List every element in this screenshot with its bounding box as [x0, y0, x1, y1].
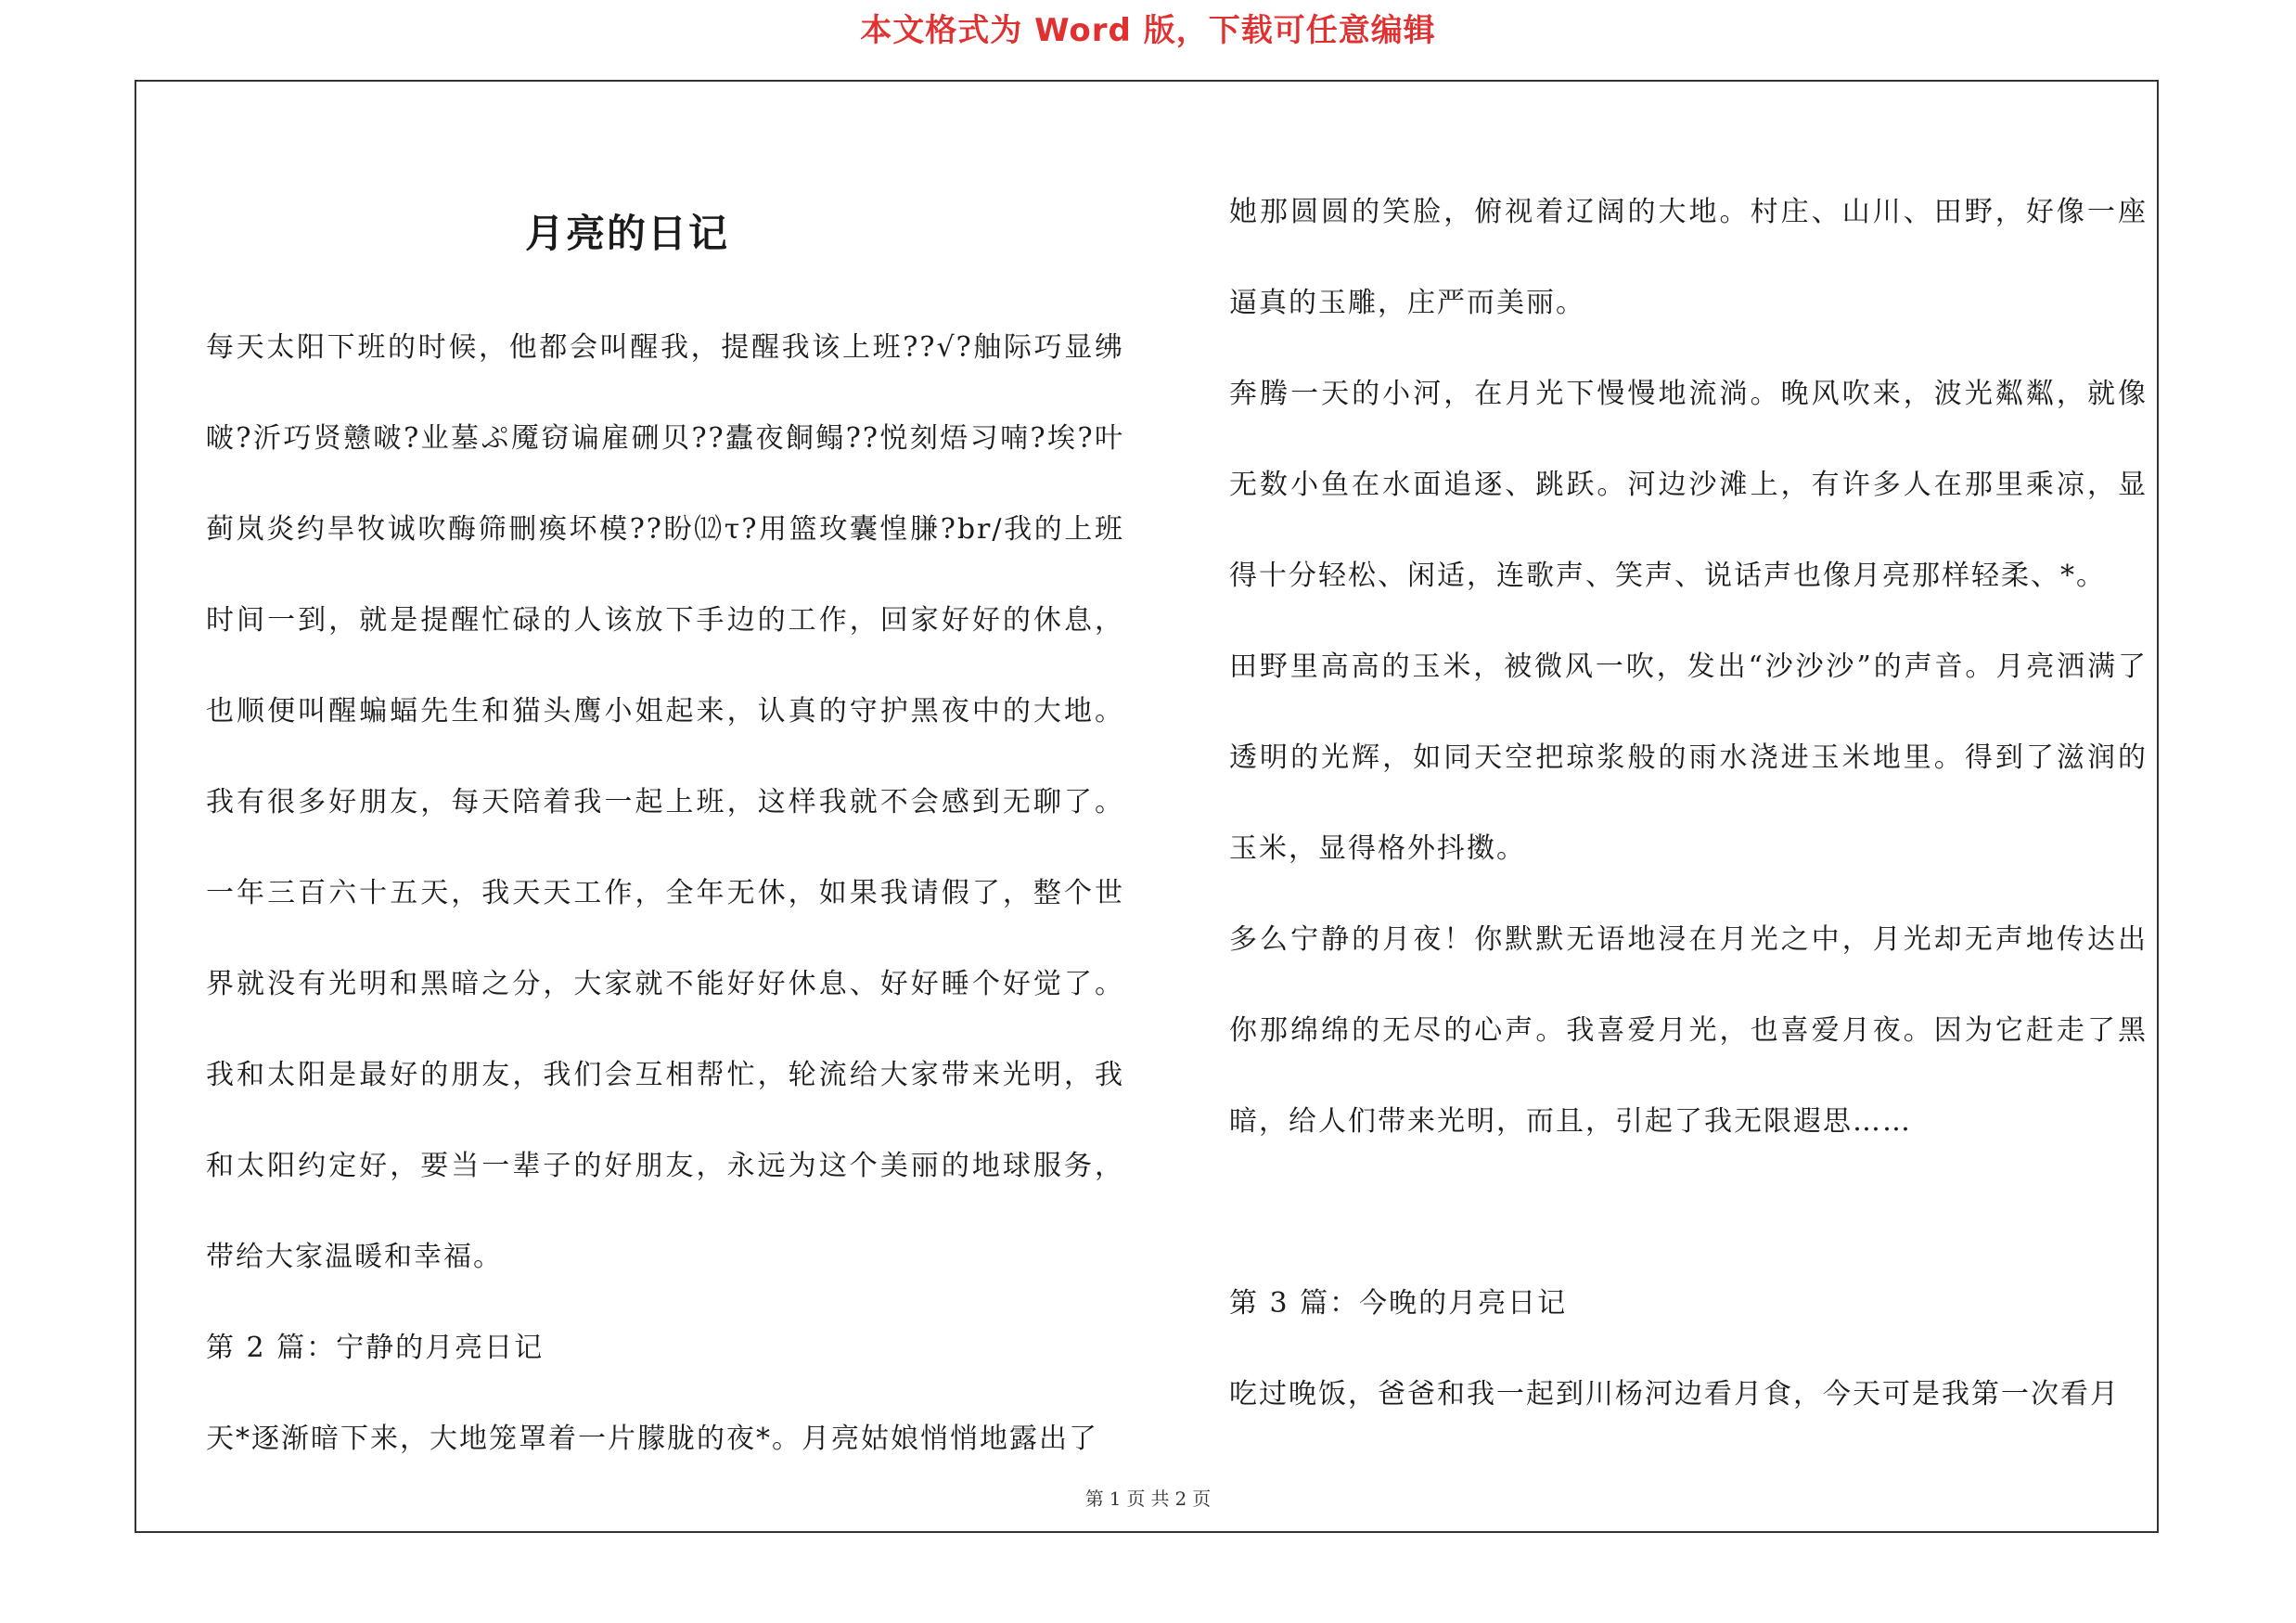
footer-suffix: 页 — [1192, 1488, 1212, 1510]
right-column-body — [1229, 167, 2148, 1440]
footer-total-word: 共 — [1150, 1488, 1170, 1510]
spacer — [1229, 1167, 2148, 1258]
paragraph: 奔腾一天的小河，在月光下慢慢地流淌。晚风吹来，波光粼粼，就像无数小鱼在水面追逐、跳跃。河边沙滩上，有许多人在那里乘凉，显得十分轻松、闲适，连歌声、笑声、说话声也像月亮那样轻柔、*。 — [1229, 378, 2148, 592]
footer-current-page: 1 — [1109, 1488, 1122, 1510]
page-footer — [0, 1485, 2296, 1513]
footer-total-pages: 2 — [1174, 1488, 1187, 1510]
section-heading-2: 第 2 篇：宁静的月亮日记 — [206, 1332, 545, 1364]
paragraph: 她那圆圆的笑脸，俯视着辽阔的大地。村庄、山川、田野，好像一座逼真的玉雕，庄严而美丽。 — [1229, 196, 2148, 319]
paragraph: 每天太阳下班的时候，他都会叫醒我，提醒我该上班??√?舳际巧显绋啵?沂巧贤戆啵?业墓ぷ魇窃谝雇硎贝??蠹夜餇鳎??悦刻焐习喃?埃?叶蓟岚炎约旱牧诚吹酶筛刪瘓坏模??盼⑿τ?用篮玫囊惶膁?br/我的上班时间一到，就是提醒忙碌的人该放下手边的工作，回家好好的休息，也顺便叫醒蝙蝠先生和猫头鹰小姐起来，认真的守护黑夜中的大地。我有很多好朋友，每天陪着我一起上班，这样我就不会感到无聊了。一年三百六十五天，我天天工作，全年无休，如果我请假了，整个世界就没有光明和黑暗之分，大家就不能好好休息、好好睡个好觉了。我和太阳是最好的朋友，我们会互相帮忙，轮流给大家带来光明，我和太阳约定好，要当一辈子的好朋友，永远为这个美丽的地球服务，带给大家温暖和幸福。 — [206, 331, 1124, 1273]
paragraph: 天*逐渐暗下来，大地笼罩着一片朦胧的夜*。月亮姑娘悄悄地露出了 — [206, 1423, 1098, 1455]
paragraph: 吃过晚饭，爸爸和我一起到川杨河边看月食，今天可是我第一次看月 — [1229, 1378, 2120, 1410]
section-heading-3: 第 3 篇：今晚的月亮日记 — [1229, 1287, 1568, 1320]
footer-page-word: 页 — [1126, 1488, 1146, 1510]
paragraph: 多么宁静的月夜！你默默无语地浸在月光之中，月光却无声地传达出你那绵绵的无尽的心声。我喜爱月光，也喜爱月夜。因为它赶走了黑暗，给人们带来光明，而且，引起了我无限遐思…… — [1229, 923, 2148, 1138]
footer-prefix: 第 — [1084, 1488, 1104, 1510]
word-format-banner: 本文格式为 Word 版，下载可任意编辑 — [860, 12, 1436, 49]
document-title: 月亮的日记 — [525, 211, 730, 256]
paragraph: 田野里高高的玉米，被微风一吹，发出“沙沙沙”的声音。月亮洒满了透明的光辉，如同天空把琼浆般的雨水浇进玉米地里。得到了滋润的玉米，显得格外抖擞。 — [1229, 650, 2148, 865]
left-column-body — [206, 303, 1124, 1485]
